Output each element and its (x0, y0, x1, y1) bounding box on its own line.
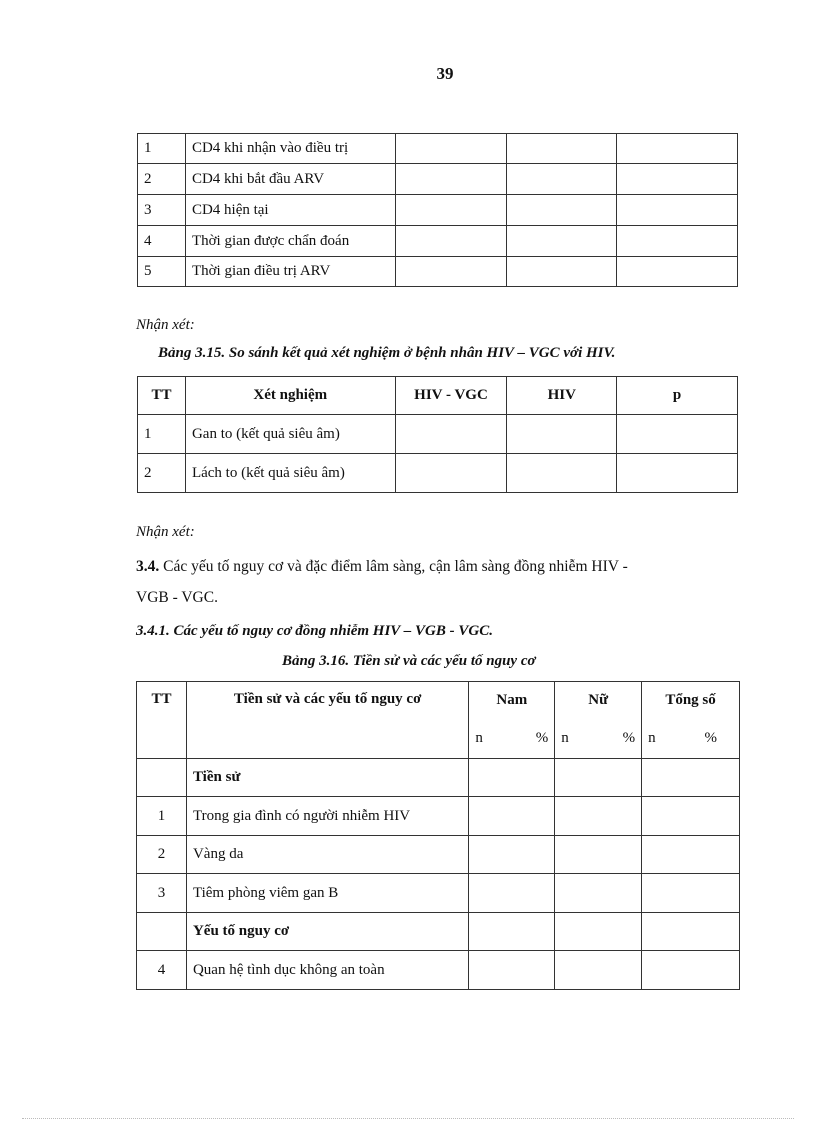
table-header-row (138, 377, 738, 415)
table-header-row (137, 682, 740, 720)
table-row (138, 164, 738, 195)
row-number: 1 (137, 797, 187, 836)
table-3-16 (136, 681, 740, 990)
table-caption-3-15: Bảng 3.15. So sánh kết quả xét nghiệm ở bệnh nhân HIV – VGC với HIV. (158, 345, 616, 361)
section-title-line2: VGB - VGC. (136, 589, 218, 606)
col-header-total: Tổng số (642, 682, 740, 720)
section-title-line1: Các yếu tố nguy cơ và đặc điểm lâm sàng, cận lâm sàng đồng nhiễm HIV - (159, 558, 628, 575)
row-number: 1 (138, 415, 186, 454)
col-header-hiv-vgc: HIV - VGC (395, 377, 507, 415)
table-group-row (137, 759, 740, 797)
row-number: 5 (138, 257, 186, 287)
table-row (138, 195, 738, 226)
col-header-male: Nam (469, 682, 555, 720)
row-label: CD4 khi bắt đầu ARV (185, 164, 395, 195)
col-header-tt: TT (137, 682, 187, 759)
table-group-row (137, 913, 740, 951)
row-label: Lách to (kết quả siêu âm) (185, 454, 395, 493)
note-comment-2: Nhận xét: (136, 524, 195, 540)
table-cd4 (137, 133, 738, 287)
row-label: Quan hệ tình dục không an toàn (186, 951, 468, 990)
col-header-female: Nữ (555, 682, 642, 720)
row-label: Thời gian được chẩn đoán (185, 226, 395, 257)
row-label: Gan to (kết quả siêu âm) (185, 415, 395, 454)
row-number: 2 (138, 454, 186, 493)
row-number: 2 (137, 836, 187, 874)
table-row (137, 951, 740, 990)
row-label: CD4 hiện tại (185, 195, 395, 226)
note-comment-1: Nhận xét: (136, 317, 195, 333)
table-row (138, 226, 738, 257)
group-label-history: Tiền sử (186, 759, 468, 797)
sub-header-n: n (648, 730, 656, 747)
sub-header-percent: % (704, 730, 717, 747)
row-label: CD4 khi nhận vào điều trị (185, 134, 395, 164)
row-number: 4 (137, 951, 187, 990)
col-header-p: p (617, 377, 738, 415)
table-3-15 (137, 376, 738, 493)
page-number: 39 (436, 64, 454, 83)
row-label: Trong gia đình có người nhiễm HIV (186, 797, 468, 836)
col-header-hiv: HIV (507, 377, 617, 415)
row-label: Vàng da (186, 836, 468, 874)
sub-header-n: n (475, 730, 483, 747)
table-caption-3-16: Bảng 3.16. Tiền sử và các yếu tố nguy cơ (282, 653, 536, 669)
table-row (137, 874, 740, 913)
row-number: 3 (138, 195, 186, 226)
table-row (137, 836, 740, 874)
table-row (137, 797, 740, 836)
page-bottom-divider (22, 1118, 794, 1119)
section-3-4-1-heading: 3.4.1. Các yếu tố nguy cơ đồng nhiễm HIV – VGB - VGC. (136, 623, 493, 639)
group-label-risk-factors: Yếu tố nguy cơ (186, 913, 468, 951)
row-number: 3 (137, 874, 187, 913)
row-label: Thời gian điều trị ARV (185, 257, 395, 287)
table-row (138, 415, 738, 454)
col-header-history: Tiền sử và các yếu tố nguy cơ (186, 682, 468, 759)
col-header-test: Xét nghiệm (185, 377, 395, 415)
section-3-4-heading (136, 558, 740, 576)
sub-header-percent: % (535, 730, 549, 747)
sub-header-percent: % (622, 730, 636, 747)
row-number: 2 (138, 164, 186, 195)
section-number: 3.4. (136, 558, 160, 575)
row-number: 1 (138, 134, 186, 164)
col-header-tt: TT (138, 377, 186, 415)
row-label: Tiêm phòng viêm gan B (186, 874, 468, 913)
row-number: 4 (138, 226, 186, 257)
table-row (138, 257, 738, 287)
sub-header-n: n (561, 730, 569, 747)
table-row (138, 134, 738, 164)
table-row (138, 454, 738, 493)
